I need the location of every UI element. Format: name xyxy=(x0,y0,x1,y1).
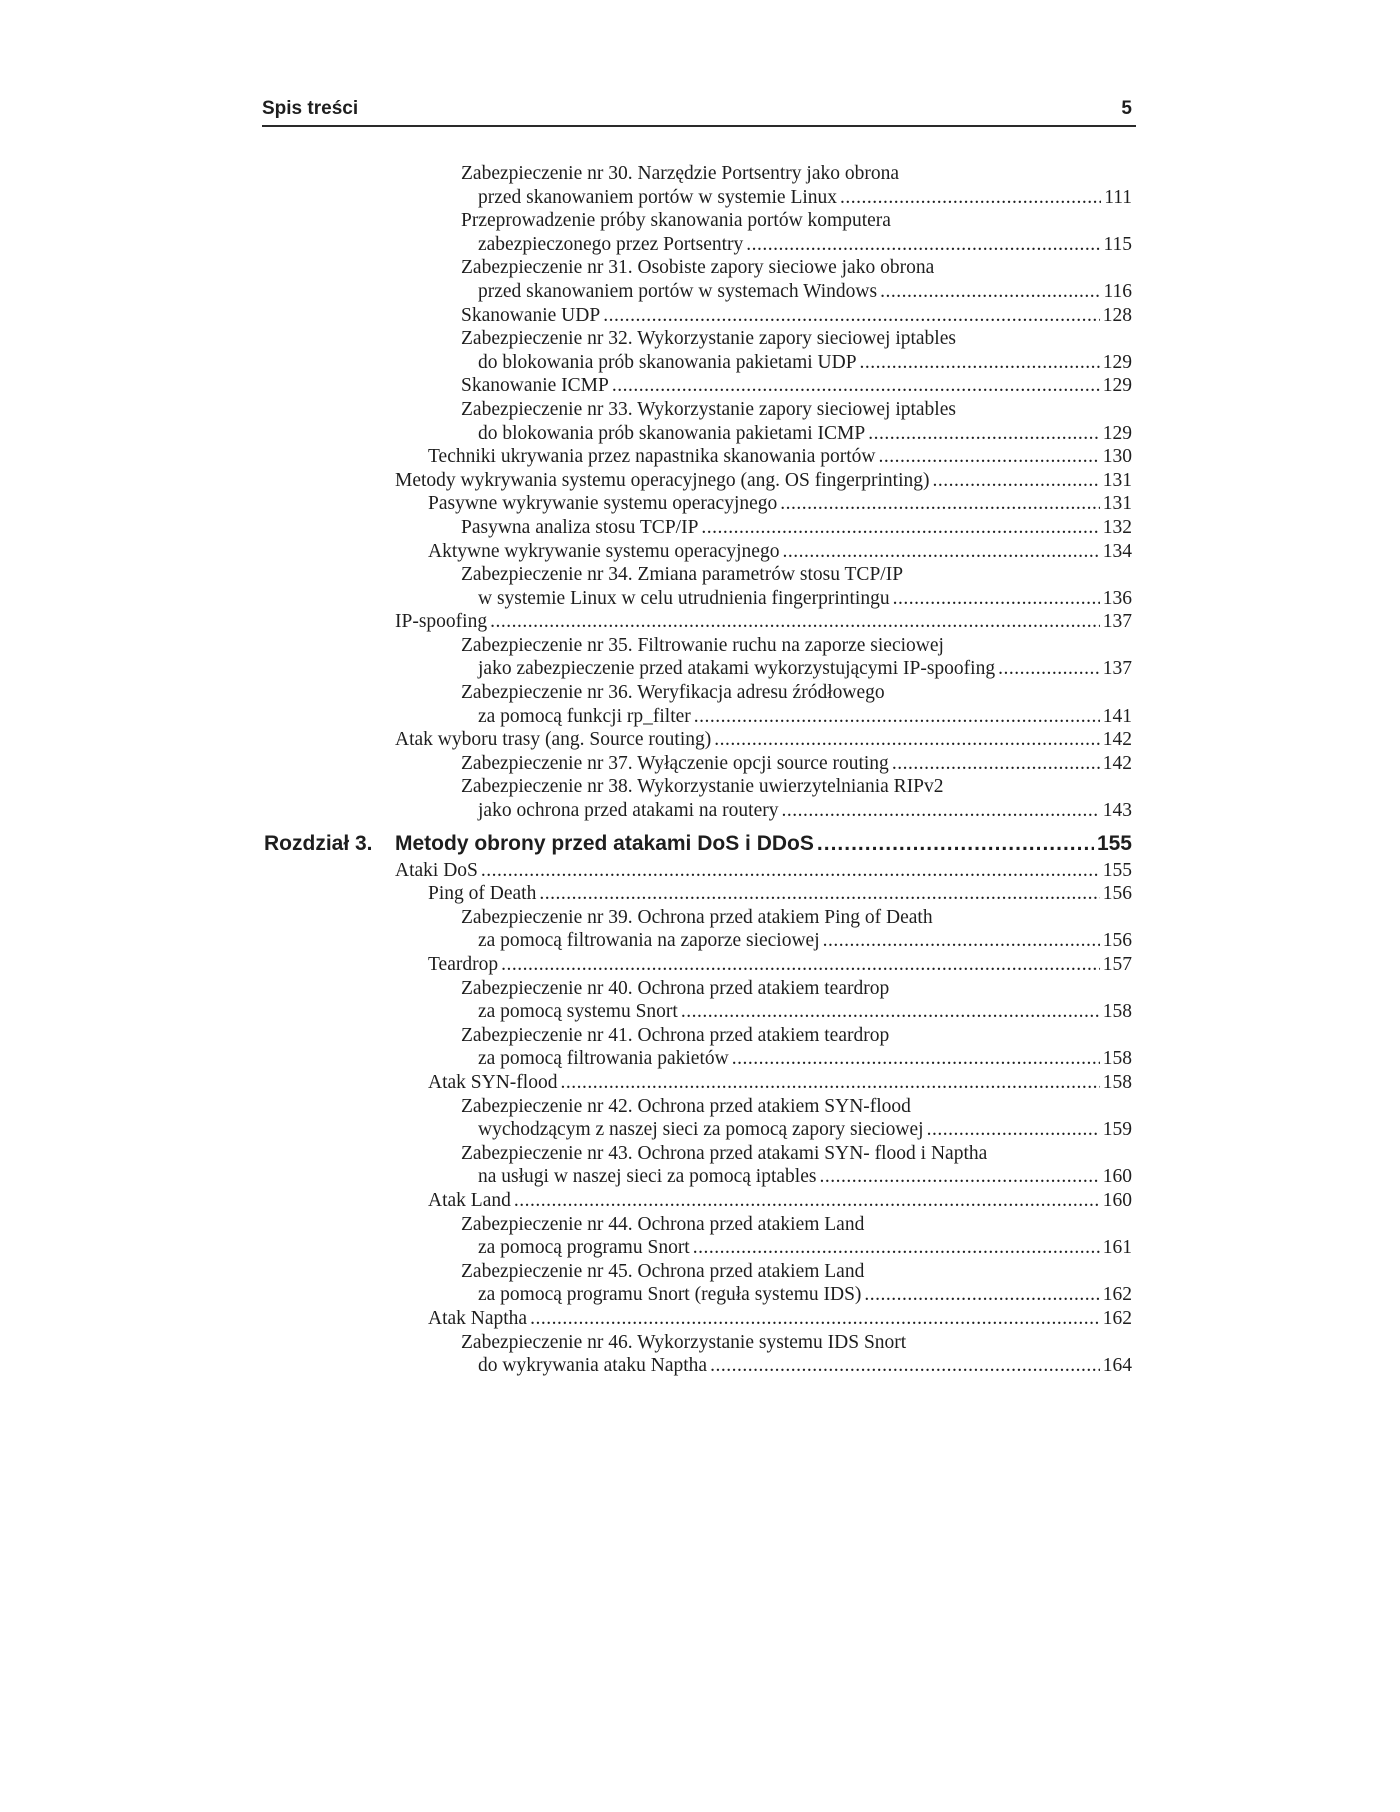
toc-entry-page: 136 xyxy=(1102,587,1132,609)
toc-entry[interactable] xyxy=(0,445,1400,469)
toc-entry-page: 132 xyxy=(1102,516,1132,538)
chapter-number: Rozdział 3. xyxy=(264,831,373,855)
toc-entry-title: do blokowania prób skanowania pakietami UDP xyxy=(478,351,857,373)
toc-entry-title: Skanowanie UDP xyxy=(461,304,601,326)
toc-entry-title: za pomocą systemu Snort xyxy=(478,1001,678,1023)
toc-section-after xyxy=(0,859,1400,1378)
dot-leader xyxy=(693,1236,1100,1260)
toc-entry-page: 162 xyxy=(1102,1284,1132,1306)
toc-entry-title: na usługi w naszej sieci za pomocą iptables xyxy=(478,1166,817,1188)
toc-entry-title: Zabezpieczenie nr 36. Weryfikacja adresu źródłowego xyxy=(461,682,885,704)
toc-entry[interactable] xyxy=(0,799,1400,823)
toc-entry-title: Pasywne wykrywanie systemu operacyjnego xyxy=(428,493,778,515)
toc-entry-title: jako zabezpieczenie przed atakami wykorzystującymi IP-spoofing xyxy=(478,658,996,680)
toc-entry[interactable] xyxy=(0,233,1400,257)
toc-entry xyxy=(0,775,1400,799)
toc-entry-title: Zabezpieczenie nr 40. Ochrona przed atakiem teardrop xyxy=(461,977,890,999)
toc-entry[interactable] xyxy=(0,705,1400,729)
toc-entry-title: za pomocą filtrowania pakietów xyxy=(478,1048,729,1070)
dot-leader xyxy=(710,1354,1100,1378)
header-title: Spis treści xyxy=(262,98,359,119)
toc-entry-page: 115 xyxy=(1103,233,1132,255)
toc-entry-page: 160 xyxy=(1102,1189,1132,1211)
toc-entry[interactable] xyxy=(0,882,1400,906)
toc-entry[interactable] xyxy=(0,304,1400,328)
toc-entry[interactable] xyxy=(0,540,1400,564)
toc-entry xyxy=(0,1331,1400,1355)
toc-entry xyxy=(0,209,1400,233)
toc-entry[interactable] xyxy=(0,469,1400,493)
toc-entry-page: 156 xyxy=(1102,930,1132,952)
toc-entry-page: 128 xyxy=(1102,304,1132,326)
toc-entry-title: Techniki ukrywania przez napastnika skanowania portów xyxy=(428,446,876,468)
toc-entry[interactable] xyxy=(0,657,1400,681)
toc-entry xyxy=(0,1095,1400,1119)
dot-leader xyxy=(530,1307,1100,1331)
toc-entry-page: 164 xyxy=(1102,1355,1132,1377)
toc-entry-page: 131 xyxy=(1102,469,1132,491)
toc-entry-title: Atak wyboru trasy (ang. Source routing) xyxy=(395,729,712,751)
toc-entry-page: 142 xyxy=(1102,752,1132,774)
dot-leader xyxy=(732,1047,1100,1071)
toc-entry xyxy=(0,634,1400,658)
toc-entry-title: Zabezpieczenie nr 30. Narzędzie Portsentry jako obrona xyxy=(461,163,900,184)
toc-entry[interactable] xyxy=(0,728,1400,752)
toc-entry[interactable] xyxy=(0,929,1400,953)
chapter-heading[interactable] xyxy=(0,829,1400,859)
toc-entry-page: 157 xyxy=(1102,954,1132,975)
dot-leader xyxy=(892,752,1100,776)
dot-leader xyxy=(860,351,1100,375)
toc-entry-title: do blokowania prób skanowania pakietami ICMP xyxy=(478,422,866,444)
dot-leader xyxy=(681,1000,1100,1024)
dot-leader xyxy=(514,1189,1100,1213)
toc-entry-title: Zabezpieczenie nr 35. Filtrowanie ruchu na zaporze sieciowej xyxy=(461,634,944,656)
toc-entry-title: Ping of Death xyxy=(428,883,537,905)
toc-entry xyxy=(0,1213,1400,1237)
toc-entry[interactable] xyxy=(0,280,1400,304)
dot-leader xyxy=(701,516,1099,540)
toc-entry-page: 134 xyxy=(1102,540,1132,562)
dot-leader xyxy=(780,492,1099,516)
toc-entry-page: 137 xyxy=(1102,658,1132,680)
toc-entry-title: Zabezpieczenie nr 45. Ochrona przed atakiem Land xyxy=(461,1260,865,1282)
toc-entry-title: Zabezpieczenie nr 43. Ochrona przed atakami SYN- flood i Naptha xyxy=(461,1142,988,1164)
chapter-page: 155 xyxy=(1096,831,1132,855)
toc-entry xyxy=(0,563,1400,587)
toc-entry-title: Zabezpieczenie nr 44. Ochrona przed atakiem Land xyxy=(461,1213,865,1235)
toc-entry[interactable] xyxy=(0,1236,1400,1260)
dot-leader xyxy=(819,1165,1099,1189)
toc-entry[interactable] xyxy=(0,1283,1400,1307)
toc-entry[interactable] xyxy=(0,1307,1400,1331)
toc-entry xyxy=(0,681,1400,705)
toc-entry xyxy=(0,327,1400,351)
toc-entry[interactable] xyxy=(0,1354,1400,1378)
dot-leader xyxy=(933,469,1100,493)
toc-entry[interactable] xyxy=(0,953,1400,977)
toc-entry-title: przed skanowaniem portów w systemie Linux xyxy=(478,186,838,208)
table-of-contents xyxy=(0,162,1400,1378)
toc-entry-page: 156 xyxy=(1102,883,1132,905)
toc-entry-title: Przeprowadzenie próby skanowania portów komputera xyxy=(461,210,891,232)
toc-entry-title: Zabezpieczenie nr 37. Wyłączenie opcji source routing xyxy=(461,752,889,774)
dot-leader xyxy=(998,657,1100,681)
toc-entry xyxy=(0,162,1400,186)
dot-leader xyxy=(694,705,1100,729)
toc-entry[interactable] xyxy=(0,1071,1400,1095)
toc-entry-title: Zabezpieczenie nr 38. Wykorzystanie uwierzytelniania RIPv2 xyxy=(461,776,944,798)
toc-entry-page: 143 xyxy=(1102,800,1132,822)
toc-entry xyxy=(0,398,1400,422)
toc-entry[interactable] xyxy=(0,422,1400,446)
toc-entry-title: Zabezpieczenie nr 41. Ochrona przed atakiem teardrop xyxy=(461,1024,890,1046)
toc-entry xyxy=(0,977,1400,1001)
toc-entry-title: do wykrywania ataku Naptha xyxy=(478,1355,708,1377)
toc-entry xyxy=(0,256,1400,280)
dot-leader xyxy=(817,829,1094,859)
toc-entry-page: 131 xyxy=(1102,493,1132,515)
toc-entry-page: 137 xyxy=(1102,611,1132,633)
toc-entry[interactable] xyxy=(0,374,1400,398)
toc-entry-page: 129 xyxy=(1102,375,1132,397)
dot-leader xyxy=(481,859,1100,883)
toc-entry xyxy=(0,1260,1400,1284)
header-page-number: 5 xyxy=(1121,98,1132,119)
toc-entry-page: 111 xyxy=(1104,186,1132,208)
toc-section-before xyxy=(0,162,1400,823)
dot-leader xyxy=(840,186,1101,210)
toc-entry-page: 141 xyxy=(1102,705,1132,727)
toc-entry[interactable] xyxy=(0,1165,1400,1189)
dot-leader xyxy=(603,304,1100,328)
toc-entry-title: Zabezpieczenie nr 46. Wykorzystanie systemu IDS Snort xyxy=(461,1331,907,1353)
toc-entry-page: 155 xyxy=(1102,859,1132,881)
toc-entry-title: Zabezpieczenie nr 42. Ochrona przed atakiem SYN-flood xyxy=(461,1095,911,1117)
toc-entry[interactable] xyxy=(0,492,1400,516)
toc-entry xyxy=(0,1142,1400,1166)
toc-entry[interactable] xyxy=(0,186,1400,210)
toc-entry-title: za pomocą programu Snort xyxy=(478,1237,690,1259)
dot-leader xyxy=(893,587,1100,611)
toc-entry-page: 159 xyxy=(1102,1119,1132,1141)
dot-leader xyxy=(501,953,1100,977)
dot-leader xyxy=(864,1283,1099,1307)
toc-entry-page: 130 xyxy=(1102,446,1132,468)
dot-leader xyxy=(782,799,1100,823)
dot-leader xyxy=(612,374,1100,398)
toc-entry[interactable] xyxy=(0,752,1400,776)
toc-entry-title: za pomocą programu Snort (reguła systemu IDS) xyxy=(478,1284,862,1306)
dot-leader xyxy=(782,540,1099,564)
dot-leader xyxy=(560,1071,1099,1095)
toc-entry-title: Ataki DoS xyxy=(395,859,478,881)
toc-entry[interactable] xyxy=(0,516,1400,540)
toc-entry-title: Zabezpieczenie nr 33. Wykorzystanie zapory sieciowej iptables xyxy=(461,398,956,420)
dot-leader xyxy=(746,233,1100,257)
dot-leader xyxy=(880,280,1100,304)
toc-entry[interactable] xyxy=(0,351,1400,375)
toc-entry-page: 158 xyxy=(1102,1071,1132,1093)
toc-entry-title: Atak Land xyxy=(428,1189,511,1211)
dot-leader xyxy=(539,882,1099,906)
toc-entry[interactable] xyxy=(0,859,1400,883)
toc-entry-title: Zabezpieczenie nr 31. Osobiste zapory sieciowe jako obrona xyxy=(461,257,935,279)
toc-entry-title: przed skanowaniem portów w systemach Windows xyxy=(478,280,878,302)
toc-entry-title: jako ochrona przed atakami na routery xyxy=(478,800,779,822)
toc-entry-title: Pasywna analiza stosu TCP/IP xyxy=(461,516,699,538)
toc-entry-title: w systemie Linux w celu utrudnienia fingerprintingu xyxy=(478,587,890,609)
toc-entry-page: 160 xyxy=(1102,1166,1132,1188)
dot-leader xyxy=(490,610,1100,634)
toc-entry xyxy=(0,1024,1400,1048)
dot-leader xyxy=(927,1118,1100,1142)
toc-entry-title: Teardrop xyxy=(428,954,499,975)
toc-entry-title: Zabezpieczenie nr 39. Ochrona przed atakiem Ping of Death xyxy=(461,906,933,928)
toc-entry-title: wychodzącym z naszej sieci za pomocą zapory sieciowej xyxy=(478,1119,924,1141)
toc-entry-page: 129 xyxy=(1102,351,1132,373)
toc-entry-title: Zabezpieczenie nr 32. Wykorzystanie zapory sieciowej iptables xyxy=(461,328,956,350)
toc-entry-title: Atak Naptha xyxy=(428,1307,528,1329)
toc-entry[interactable] xyxy=(0,1189,1400,1213)
toc-entry-title: Zabezpieczenie nr 34. Zmiana parametrów stosu TCP/IP xyxy=(461,564,904,586)
running-header xyxy=(262,98,1136,127)
toc-entry-title: za pomocą filtrowania na zaporze sieciowej xyxy=(478,930,820,952)
toc-entry-page: 161 xyxy=(1102,1237,1132,1259)
toc-entry-title: Skanowanie ICMP xyxy=(461,375,609,397)
toc-entry-title: Atak SYN-flood xyxy=(428,1071,558,1093)
toc-entry-title: IP-spoofing xyxy=(395,611,488,633)
toc-entry-page: 158 xyxy=(1102,1001,1132,1023)
dot-leader xyxy=(823,929,1100,953)
toc-entry[interactable] xyxy=(0,1118,1400,1142)
chapter-title: Metody obrony przed atakami DoS i DDoS xyxy=(395,831,814,855)
toc-entry[interactable] xyxy=(0,587,1400,611)
toc-entry-title: zabezpieczonego przez Portsentry xyxy=(478,233,744,255)
toc-entry[interactable] xyxy=(0,610,1400,634)
dot-leader xyxy=(714,728,1099,752)
toc-entry[interactable] xyxy=(0,1047,1400,1071)
toc-entry-title: Aktywne wykrywanie systemu operacyjnego xyxy=(428,540,780,562)
toc-entry-page: 116 xyxy=(1103,280,1132,302)
dot-leader xyxy=(879,445,1100,469)
toc-entry xyxy=(0,906,1400,930)
toc-entry-page: 129 xyxy=(1102,422,1132,444)
toc-entry-title: za pomocą funkcji rp_filter xyxy=(478,705,691,727)
toc-entry-page: 162 xyxy=(1102,1307,1132,1329)
toc-entry-page: 158 xyxy=(1102,1048,1132,1070)
toc-entry-title: Metody wykrywania systemu operacyjnego (ang. OS fingerprinting) xyxy=(395,469,930,491)
toc-entry[interactable] xyxy=(0,1000,1400,1024)
toc-entry-page: 142 xyxy=(1102,729,1132,751)
dot-leader xyxy=(868,422,1100,446)
